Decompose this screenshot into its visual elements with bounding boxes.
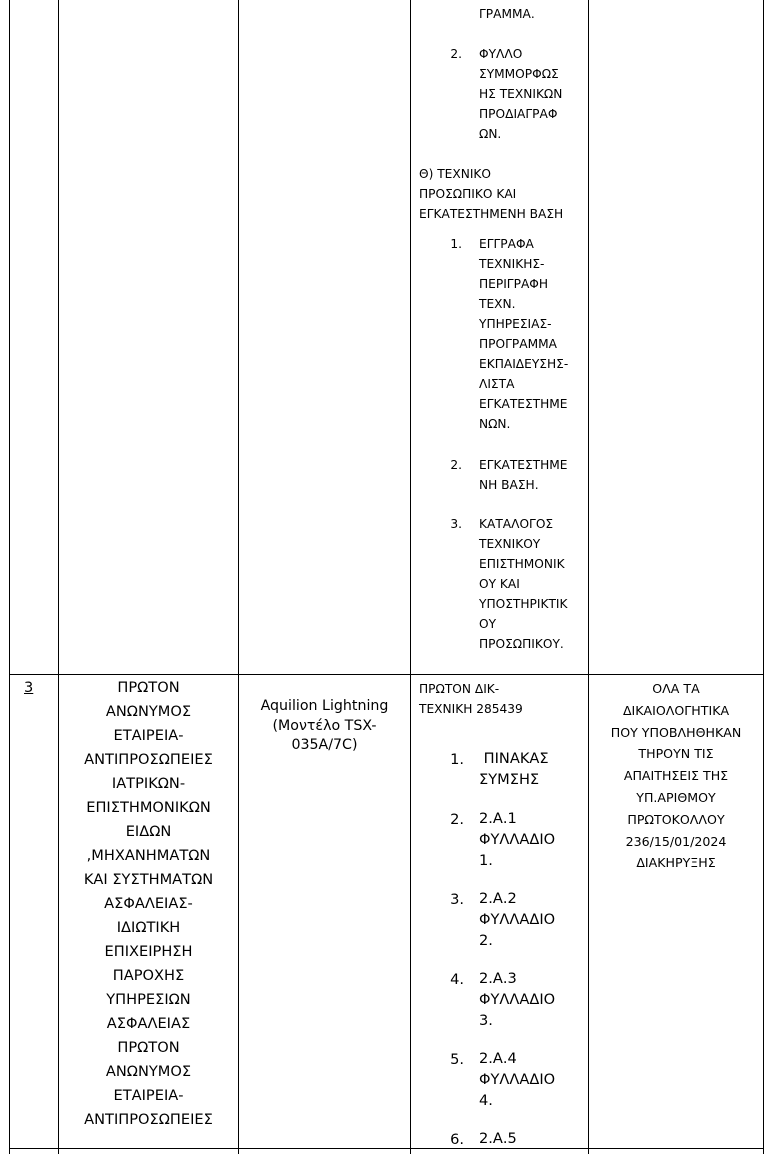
row-separator	[9, 674, 764, 675]
section-heading: Θ) ΤΕΧΝΙΚΟ ΠΡΟΣΩΠΙΚΟ ΚΑΙ ΕΓΚΑΤΕΣΤΗΜΕΝΗ ΒΑΣΗ	[419, 167, 564, 221]
product-model-cell: Aquilion Lightning (Μοντέλο TSX- 035A/7C)	[260, 698, 389, 753]
list-item-number: 2.	[450, 47, 462, 61]
list-item-text: ΚΑΤΑΛΟΓΟΣ ΤΕΧΝΙΚΟΥ ΕΠΙΣΤΗΜΟΝΙΚ ΟΥ ΚΑΙ ΥΠΟΣΤΗΡΙΚΤΙΚ ΟΥ ΠΡΟΣΩΠΙΚΟΥ.	[479, 517, 568, 651]
row-index: 3	[24, 679, 34, 696]
list-item-text: ΕΓΓΡΑΦΑ ΤΕΧΝΙΚΗΣ- ΠΕΡΙΓΡΑΦΗ ΤΕΧΝ. ΥΠΗΡΕΣΙΑΣ- ΠΡΟΓΡΑΜΜΑ ΕΚΠΑΙΔΕΥΣΗΣ- ΛΙΣΤΑ ΕΓΚΑΤΕΣΤΗΜΕ ΝΩΝ.	[479, 237, 569, 431]
table-divider-3	[410, 0, 411, 1154]
table-divider-4	[588, 0, 589, 1154]
table-border-left	[9, 0, 10, 1154]
list-item-number: 1.	[450, 751, 464, 768]
list-item-number: 6.	[450, 1131, 464, 1148]
list-item-text: 2.Α.4 ΦΥΛΛΑΔΙΟ 4.	[479, 1050, 556, 1109]
list-item-number: 4.	[450, 971, 464, 988]
list-item-number: 5.	[450, 1051, 464, 1068]
table-border-right	[763, 0, 764, 1154]
list-item-text: 2.Α.1 ΦΥΛΛΑΔΙΟ 1.	[479, 810, 556, 869]
list-item-text: 2.Α.5	[479, 1130, 517, 1147]
documents-header: ΠΡΩΤΟΝ ΔΙΚ- ΤΕΧΝΙΚΗ 285439	[419, 682, 523, 716]
evaluation-result-cell: ΟΛΑ ΤΑ ΔΙΚΑΙΟΛΟΓΗΤΙΚΑ ΠΟΥ ΥΠΟΒΛΗΘΗΚΑΝ ΤΗΡΟΥΝ ΤΙΣ ΑΠΑΙΤΗΣΕΙΣ ΤΗΣ ΥΠ.ΑΡΙΘΜΟΥ ΠΡΩΤΟΚΟΛΛΟΥ 236/15/01/2024 ΔΙΑΚΗΡΥΞΗΣ	[610, 681, 742, 871]
table-divider-2	[238, 0, 239, 1154]
list-item-continuation: ΓΡΑΜΜΑ.	[479, 7, 535, 21]
list-item-number: 3.	[450, 891, 464, 908]
list-item-number: 2.	[450, 458, 462, 472]
list-item-text: ΠΙΝΑΚΑΣ ΣΥΜΣΗΣ	[479, 750, 549, 788]
list-item-number: 3.	[450, 517, 462, 531]
company-name-cell: ΠΡΩΤΟΝ ΑΝΩΝΥΜΟΣ ΕΤΑΙΡΕΙΑ- ΑΝΤΙΠΡΟΣΩΠΕΙΕΣ ΙΑΤΡΙΚΩΝ- ΕΠΙΣΤΗΜΟΝΙΚΩΝ ΕΙΔΩΝ ,ΜΗΧΑΝΗΜΑΤΩΝ ΚΑΙ ΣΥΣΤΗΜΑΤΩΝ ΑΣΦΑΛΕΙΑΣ- ΙΔΙΩΤΙΚΗ ΕΠΙΧΕΙΡΗΣΗ ΠΑΡΟΧΗΣ ΥΠΗΡΕΣΙΩΝ ΑΣΦΑΛΕΙΑΣ ΠΡΩΤΟΝ ΑΝΩΝΥΜΟΣ ΕΤΑΙΡΕΙΑ- ΑΝΤΙΠΡΟΣΩΠΕΙΕΣ	[83, 679, 214, 1128]
list-item-text: 2.Α.3 ΦΥΛΛΑΔΙΟ 3.	[479, 970, 556, 1029]
list-item-text: ΦΥΛΛΟ ΣΥΜΜΟΡΦΩΣ ΗΣ ΤΕΧΝΙΚΩΝ ΠΡΟΔΙΑΓΡΑΦ ΩΝ.	[479, 47, 563, 141]
table-border-bottom	[9, 1148, 764, 1149]
list-item-number: 2.	[450, 811, 464, 828]
list-item-text: ΕΓΚΑΤΕΣΤΗΜΕ ΝΗ ΒΑΣΗ.	[479, 458, 568, 492]
list-item-text: 2.Α.2 ΦΥΛΛΑΔΙΟ 2.	[479, 890, 556, 949]
list-item-number: 1.	[450, 237, 462, 251]
